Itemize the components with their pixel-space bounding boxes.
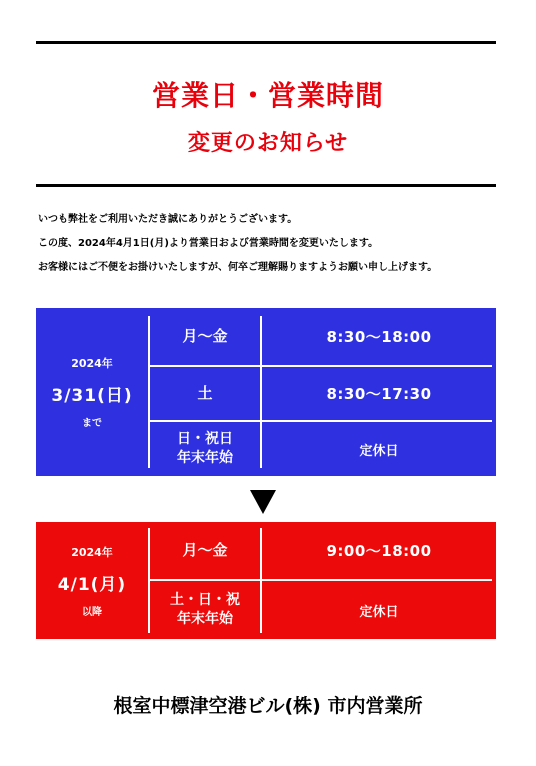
current-period-date: 3/31(日) [51, 386, 133, 406]
schedule-days-cell [150, 581, 260, 639]
schedule-days-cell [150, 522, 260, 579]
hours-value: 8:30～18:00 [326, 328, 432, 346]
intro-line-3: お客様にはご不便をお掛けいたしますが、何卒ご理解賜りますようお願い申し上げます。 [38, 262, 438, 273]
schedule-hours-cell [262, 581, 496, 639]
schedule-days-cell [150, 308, 260, 365]
days-label: 年末年始 [177, 611, 233, 627]
schedule-hours-cell [262, 367, 496, 420]
schedule-days-cell [150, 367, 260, 420]
days-label: 月～金 [182, 541, 228, 559]
new-period [36, 522, 148, 639]
down-arrow-icon [250, 490, 276, 514]
new-schedule-table [36, 522, 496, 639]
days-label: 日・祝日 [177, 431, 233, 447]
current-period-year: 2024年 [71, 357, 113, 370]
days-label: 月～金 [182, 327, 228, 345]
closed-label: 定休日 [359, 443, 399, 459]
current-period-suffix: まで [82, 418, 102, 429]
schedule-days-cell [150, 422, 260, 476]
closed-label: 定休日 [359, 604, 399, 620]
current-period [36, 308, 148, 476]
schedule-hours-cell [262, 522, 496, 579]
days-label: 年末年始 [177, 450, 233, 466]
intro-line-1: いつも弊社をご利用いただき誠にありがとうございます。 [38, 214, 298, 225]
days-label: 土 [197, 384, 213, 402]
new-period-suffix: 以降 [82, 606, 102, 618]
days-label: 土・日・祝 [170, 592, 240, 608]
page-subtitle: 変更のお知らせ [187, 131, 349, 156]
intro-line-2: この度、2024年4月1日(月)より営業日および営業時間を変更いたします。 [38, 238, 379, 249]
page-title: 営業日・営業時間 [151, 79, 384, 112]
bottom-rule [36, 184, 496, 187]
hours-value: 9:00～18:00 [326, 542, 432, 560]
new-period-year: 2024年 [71, 545, 113, 559]
current-schedule-table [36, 308, 496, 476]
top-rule [36, 41, 496, 44]
hours-value: 8:30～17:30 [326, 385, 432, 403]
company-name: 根室中標津空港ビル(株) 市内営業所 [113, 695, 423, 717]
schedule-hours-cell [262, 308, 496, 365]
schedule-hours-cell [262, 422, 496, 476]
new-period-date: 4/1(月) [57, 574, 127, 595]
